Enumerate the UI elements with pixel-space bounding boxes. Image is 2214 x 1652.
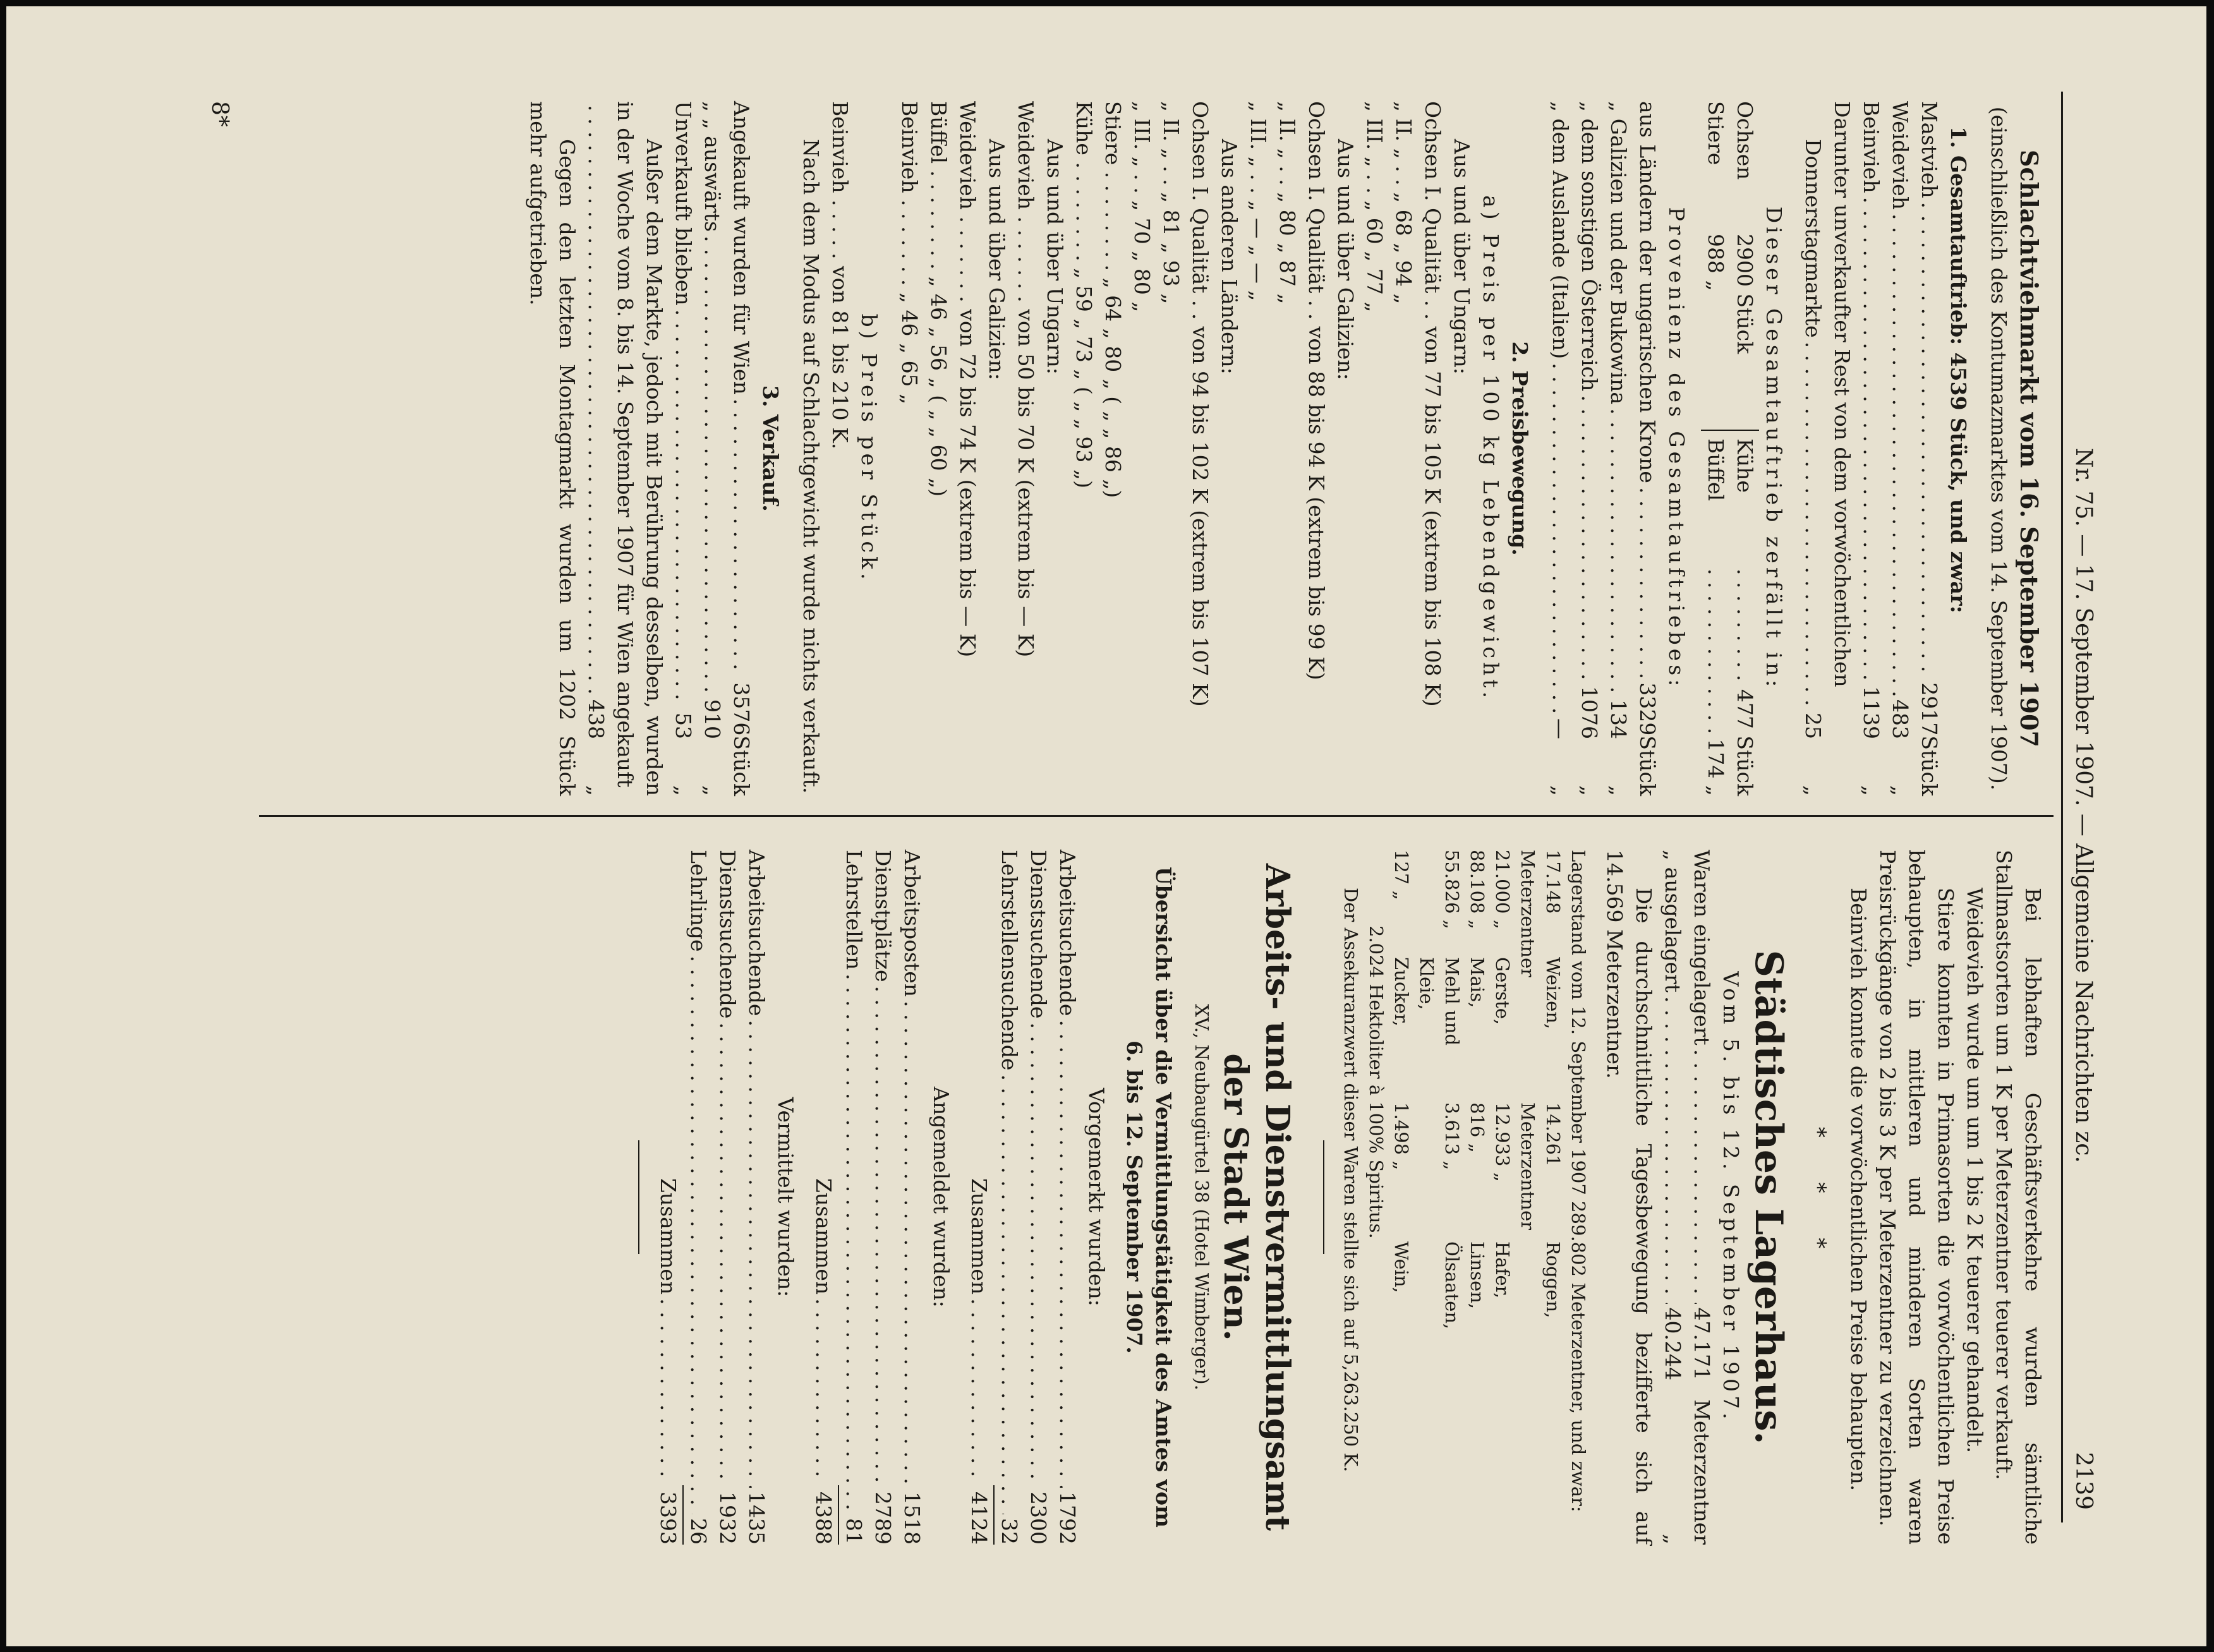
sale-heading: 3. Verkauf. <box>758 385 783 512</box>
right-column <box>624 850 2047 1545</box>
stat-row: Lehrstellensuchende . . . 32 <box>995 850 1024 1545</box>
stat-total-row: Zusammen . . . 3393 <box>653 850 684 1545</box>
amt-title: Arbeits- und Dienstvermittlungsamt <box>1258 863 1297 1531</box>
market-report-text: Weidevieh wurde um um 1 bis 2 K teuerer gehandelt. <box>1963 888 1987 1454</box>
column-separator <box>259 815 2054 817</box>
price-row: Beinvieh . . . . . . . „ 46 „ 65 „ <box>897 101 922 405</box>
origin-heading: Aus und über Galizien: <box>984 139 1009 380</box>
auftrieb-row: Beinvieh . . . 1139 „ <box>1856 101 1885 796</box>
vorgemerkt-heading: Vorgemerkt wurden: <box>1084 1088 1109 1306</box>
auftrieb-row: Weidevieh . . . 483 „ <box>1885 101 1915 796</box>
zerfaellt-row: Ochsen 2900 Stück Kühe . . . 477 Stück <box>1730 101 1759 796</box>
price-subheading: a) Preis per 100 kg Lebendgewicht. <box>1479 195 1503 702</box>
market-report-text: Beinvieh konnte die vorwöchentlichen Preise behaupten. <box>1846 888 1871 1492</box>
price-row: „ III. „ . . „ 60 „ 77 „ <box>1362 101 1387 313</box>
stat-row: Dienstsuchende . . . 1932 <box>713 850 742 1545</box>
price-row: Ochsen I. Qualität . . von 94 bis 102 K (extrem bis 107 K) <box>1188 101 1213 707</box>
prov-row: „ Galizien und der Bukowina . . . 134 „ <box>1604 101 1633 796</box>
sale-row: „ „ auswärts . . . 910 „ <box>698 101 727 796</box>
amt-address: XV., Neubaugürtel 38 (Hotel Wimberger). <box>1191 1004 1213 1390</box>
header-title: Nr. 75. — 17. September 1907. — Allgemeine Nachrichten <box>2071 448 2096 1124</box>
market-report-text: Bei lebhaften Geschäftsverkehre wurden sämtliche Stallmastsorten um 1 K per Meterzentner teuerer verkauft. <box>1992 850 2045 1545</box>
sale-row: Unverkauft blieben . . . 53 „ <box>668 101 698 796</box>
prov-row: „ dem Auslande (Italien) . . . — „ <box>1546 101 1575 796</box>
vermittelt-heading: Vermittelt wurden: <box>773 1097 798 1298</box>
rotated-page-content: Nr. 75. — 17. September 1907. — Allgemeine Nachrichten zc. 2139 Schlachtviehmarkt vom 16. September 1907 (einschließlich des Kontumazmarktes vom 14. September 1907). 1. Gesamtauftrieb: 4539 Stück, und zwar: Mastvieh . . . 2917 Stück Weidevieh . . . 483 „ Beinvieh . . . 1139 „ Darunter unverkaufter Rest von dem vorwöchentlichen Donnerstagmarkte . . . 25 „ Dieser Gesamtauftrieb zerfällt in: Ochsen 2900 Stück Kühe . . . 477 Stück Stiere 988 „ Büffel . . . 174 „ Provenienz des Gesamtauftriebes: aus Ländern der ungarischen Krone . . . 3329 Stück „ Galizien und der Bukowina . . . 134 „ „ dem sonstigen Österreich . . . 1076 „ „ dem Auslande (Italien) . . . — „ 2. Preisbewegung. a) Preis per 100 kg Lebendgewicht. Aus und über Ungarn: Ochsen I. Qualität . . von 77 bis 105 K (extrem bis 108 K) „ II. „ . . „ 68 „ 94 „ „ III. „ . . „ 60 „ 77 „ Aus und über Galizien: Ochsen I. Qualität . . von 88 bis 94 K (extrem bis 99 K) „ II. „ . . „ 80 „ 87 „ „ III. „ . . „ — „ — „ Aus anderen Ländern: Ochsen I. Qualität . . von 94 bis 102 K (extrem bis 107 K) „ II. „ . . „ 81 „ 93 „ „ III. „ . . „ 70 „ 80 „ Stiere . . . . . . . . „ 64 „ 80 „ ( „ „ 86 „) Kühe . . . . . . . . „ 59 „ 73 „ ( „ „ 93 „) Aus und über Ungarn: Weidevieh . . . . . . . von 50 bis 70 K (extrem bis — K) Aus und über Galizien: Weidevieh . . . . . . . von 72 bis 74 K (extrem bis — K) Büffel . . . . . . . . „ 46 „ 56 „ ( „ „ 60 „) Beinvieh . . . . . . . „ 46 „ 65 „ b) Preis per Stück. Beinvieh . . . . . von 81 bis 210 K. Nach dem Modus auf Schlachtgewicht wurde nichts verkauft. 3. Verkauf. Angekauft wurden für Wien . . . 3576 Stück „ „ auswärts . . . 910 „ Unverkauft blieben . . . 53 „ Außer dem Markte, jedoch mit Berührung desselben, wurden in der Woche vom 8. bis 14. September 1907 für Wien angekauft . . . 438 „ Gegen den letzten Montagmarkt wurden um 1202 Stück mehr aufgetrieben. Bei lebhaften Geschäftsverkehre wurden sämtliche Stallmastsorten um 1 K per Meterzentner teuerer verkauft. Weidevieh wurde um um 1 bis 2 K teuerer gehandelt. Stiere konnten in Primasorten die vorwöchentlichen Preise behaupten, in mittleren und minderen Sorten waren Preisrückgänge von 2 bis 3 K per Meterzentner zu verzeichnen. Beinvieh konnte die vorwöchentlichen Preise behaupten. * * * Städtisches Lagerhaus. Vom 5. bis 12. September 1907. Waren eingelagert . . . 47.171 Meterzentner „ ausgelagert . . . 40.244 „ Die durchschnittliche Tagesbewegung bezifferte sich auf 14.569 Meterzentner. Lagerstand vom 12. September 1907 289.802 Meterzentner, und zwar: 17.148 Meterzentner Weizen, 14.261 Meterzentner Roggen, 21.000 „ Gerste, 12.933 „ Hafer, 88.108 „ Mais, 816 „ Linsen, 55.826 „ Mehl und Kleie, 3.613 „ Ölsaaten, 127 „ Zucker, 1.498 „ Wein, 2.024 Hektoliter à 100% Spiritus. Der Assekuranzwert dieser Waren stellte sich auf 5,263.250 K. Arbeits- und Dienstvermittlungsamt der Stadt Wien. XV., Neubaugürtel 38 (Hotel Wimberger). Übersicht über die Vermittlungstätigkeit des Amtes vom 6. bis 12. September 1907. Vorgemerkt wurden: Arbeitsuchende . . . 1792 Dienstsuchende . . . 2300 Lehrstellensuchende . . . 32 Zusammen . . . 4124 Angemeldet wurden: Arbeitsposten . . . 1518 Dienstplätze . . . 2789 Lehrstellen . . . 81 Zusammen . . . 4388 Vermittelt wurden: Arbeitsuchende . . . 1435 Dienstsuchende . . . 1932 Lehrlinge . . . 26 Zusammen . . . 3393 8* <box>6 6 2142 1624</box>
stat-row: Arbeitsuchende . . . 1435 <box>742 850 771 1545</box>
total-heading: 1. Gesamtauftrieb: 4539 Stück, und zwar: <box>1946 126 1971 613</box>
modus-text: Nach dem Modus auf Schlachtgewicht wurde nichts verkauft. <box>799 139 823 794</box>
price-row: Stiere . . . . . . . . „ 64 „ 80 „ ( „ „ 86 „) <box>1101 101 1125 498</box>
overview-period: 6. bis 12. September 1907. <box>1122 1040 1147 1354</box>
stat-total-row: Zusammen . . . 4388 <box>809 850 839 1545</box>
auftrieb-row: Mastvieh . . . 2917 Stück <box>1915 101 1944 796</box>
signature-mark: 8* <box>207 101 233 127</box>
header-rule <box>2061 92 2063 1522</box>
sale-row: Angekauft wurden für Wien . . . 3576 Stück <box>727 101 756 796</box>
page-number: 2139 <box>2071 1452 2096 1510</box>
stat-row: Arbeitsuchende . . . 1792 <box>1053 850 1082 1545</box>
section-rule <box>1323 1140 1324 1254</box>
amt-title-city: der Stadt Wien. <box>1216 1053 1255 1341</box>
rest-label: Darunter unverkaufter Rest von dem vorwöchentlichen <box>1830 101 1854 687</box>
spiritus-line: 2.024 Hektoliter à 100% Spiritus. <box>1365 925 1387 1239</box>
scanned-page <box>6 6 2206 1646</box>
price-row: Weidevieh . . . . . . . von 72 bis 74 K (extrem bis — K) <box>955 101 980 658</box>
ausser-text: Außer dem Markte, jedoch mit Berührung desselben, wurden in der Woche vom 8. bis 14. September 1907 für Wien angekauft <box>613 101 667 796</box>
stat-row: Lehrlinge . . . 26 <box>684 850 713 1545</box>
rest-row: Donnerstagmarkte . . . 25 „ <box>1798 101 1827 796</box>
market-title: Schlachtviehmarkt vom 16. September 1907 <box>2015 150 2043 747</box>
market-report-text: Stiere konnten in Primasorten die vorwöchentlichen Preise behaupten, in mittleren und minderen Sorten waren Preisrückgänge von 2 bis 3 K per Meterzentner zu verzeichnen. <box>1875 850 1958 1545</box>
price-row: Beinvieh . . . . . von 81 bis 210 K. <box>828 101 852 450</box>
angemeldet-heading: Angemeldet wurden: <box>929 1087 953 1308</box>
price-per-piece-heading: b) Preis per Stück. <box>857 313 881 584</box>
left-column <box>523 101 2047 796</box>
lagerstand-text: Lagerstand vom 12. September 1907 289.802 Meterzentner, und zwar: <box>1568 850 1589 1512</box>
stat-row: Dienstplätze . . . 2789 <box>868 850 897 1545</box>
price-row: Ochsen I. Qualität . . von 88 bis 94 K (extrem bis 99 K) <box>1304 101 1329 680</box>
price-row: Ochsen I. Qualität . . von 77 bis 105 K (extrem bis 108 K) <box>1420 101 1445 707</box>
price-row: „ II. „ . . „ 81 „ 93 „ <box>1159 101 1183 304</box>
assekuranz-text: Der Assekuranzwert dieser Waren stellte sich auf 5,263.250 K. <box>1340 888 1362 1473</box>
stat-total-row: Zusammen . . . 4124 <box>964 850 995 1545</box>
origin-heading: Aus und über Galizien: <box>1333 139 1358 380</box>
price-row: „ III. „ . . „ 70 „ 80 „ <box>1130 101 1154 313</box>
stat-row: Arbeitsposten . . . 1518 <box>897 850 926 1545</box>
lagerhaus-title: Städtisches Lagerhaus. <box>1746 950 1791 1445</box>
market-subtitle: (einschließlich des Kontumazmarktes vom 14. September 1907). <box>1987 106 2011 791</box>
prov-row: aus Ländern der ungarischen Krone . . . 3329 Stück <box>1633 101 1662 796</box>
origin-heading: Aus und über Ungarn: <box>1043 139 1067 375</box>
lager-row: Waren eingelagert . . . 47.171 Meterzentner <box>1687 850 1716 1545</box>
stat-row: Dienstsuchende . . . 2300 <box>1024 850 1053 1545</box>
price-row: Büffel . . . . . . . . „ 46 „ 56 „ ( „ „ 60 „) <box>926 101 951 497</box>
zerfaellt-heading: Dieser Gesamtauftrieb zerfällt in: <box>1762 206 1786 691</box>
price-row: Weidevieh . . . . . . . von 50 bis 70 K (extrem bis — K) <box>1013 101 1038 658</box>
price-row: „ II. „ . . „ 80 „ 87 „ <box>1275 101 1300 304</box>
lager-row: „ ausgelagert . . . 40.244 „ <box>1658 850 1687 1545</box>
section-stars: * * * <box>1805 1126 1830 1268</box>
lagerhaus-period: Vom 5. bis 12. September 1907. <box>1719 971 1743 1423</box>
gegen-text: Gegen den letzten Montagmarkt wurden um 1202 Stück mehr aufgetrieben. <box>526 101 579 796</box>
price-heading: 2. Preisbewegung. <box>1508 341 1532 556</box>
overview-heading: Übersicht über die Vermittlungstätigkeit des Amtes vom <box>1151 867 1176 1528</box>
stat-row: Lehrstellen . . . 81 <box>839 850 868 1545</box>
price-row: „ II. „ . . „ 68 „ 94 „ <box>1391 101 1416 304</box>
origin-heading: Aus und über Ungarn: <box>1449 139 1474 375</box>
price-row: „ III. „ . . „ — „ — „ <box>1246 101 1271 301</box>
origin-heading: Aus anderen Ländern: <box>1217 139 1242 375</box>
provenienz-heading: Provenienz des Gesamtauftriebes: <box>1664 207 1689 690</box>
prov-row: „ dem sonstigen Österreich . . . 1076 „ <box>1575 101 1604 796</box>
lager-text: Die durchschnittliche Tagesbewegung bezifferte sich auf 14.569 Meterzentner. <box>1602 850 1656 1545</box>
price-row: Kühe . . . . . . . . „ 59 „ 73 „ ( „ „ 93 „) <box>1072 101 1096 488</box>
lager-detail-table: 17.148 Meterzentner Weizen, 14.261 Meterzentner Roggen, 21.000 „ Gerste, 12.933 „ Hafer, 88.108 „ Mais, 816 „ Linsen, 55.826 „ Mehl und Kleie, 3.613 „ Ölsaaten, 127 „ Zucker, 1.498 „ Wein, <box>1391 850 1564 1330</box>
section-rule <box>638 1140 639 1254</box>
zerfaellt-row: Stiere 988 „ Büffel . . . 174 „ <box>1701 101 1730 796</box>
ausser-row: . . . 438 „ <box>581 101 610 796</box>
